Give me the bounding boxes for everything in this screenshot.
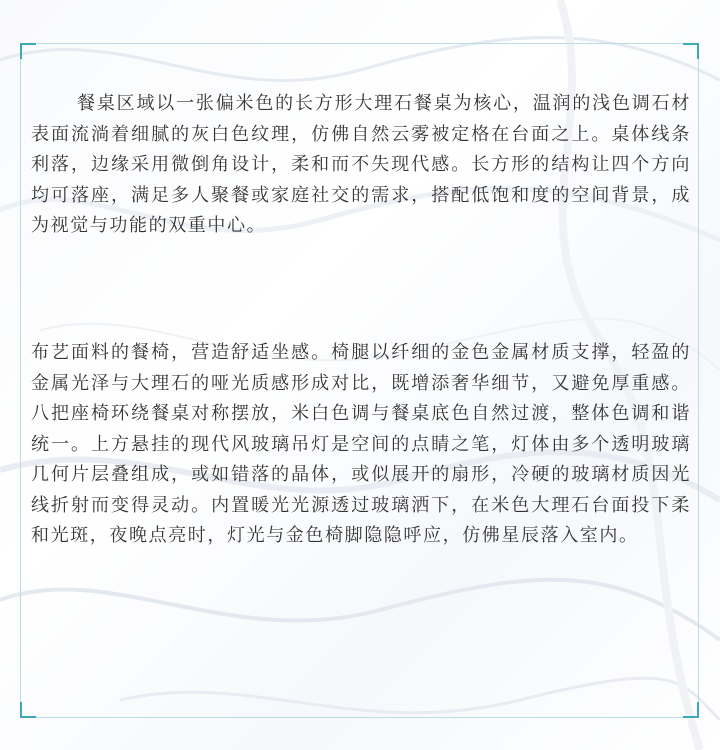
- frame-corner-top-left: [20, 43, 36, 59]
- paragraph-dining-table: 餐桌区域以一张偏米色的长方形大理石餐桌为核心，温润的浅色调石材表面流淌着细腻的灰白色纹理，仿佛自然云雾被定格在台面之上。桌体线条利落，边缘采用微倒角设计，柔和而不失现代感。长方形的结构让四个方向均可落座，满足多人聚餐或家庭社交的需求，搭配低饱和度的空间背景，成为视觉与功能的双重中心。: [31, 93, 691, 236]
- frame-corner-bottom-right: [683, 702, 699, 718]
- frame-corner-top-right: [683, 43, 699, 59]
- frame-corner-bottom-left: [20, 702, 36, 718]
- paragraph-dining-chairs-and-lamp: 布艺面料的餐椅，营造舒适坐感。椅腿以纤细的金色金属材质支撑，轻盈的金属光泽与大理石的哑光质感形成对比，既增添奢华细节，又避免厚重感。八把座椅环绕餐桌对称摆放，米白色调与餐桌底色自然过渡，整体色调和谐统一。上方悬挂的现代风玻璃吊灯是空间的点睛之笔，灯体由多个透明玻璃几何片层叠组成，或如错落的晶体，或似展开的扇形，冷硬的玻璃材质因光线折射而变得灵动。内置暖光光源透过玻璃洒下，在米色大理石台面投下柔和光斑，夜晚点亮时，灯光与金色椅脚隐隐呼应，仿佛星辰落入室内。: [31, 342, 691, 546]
